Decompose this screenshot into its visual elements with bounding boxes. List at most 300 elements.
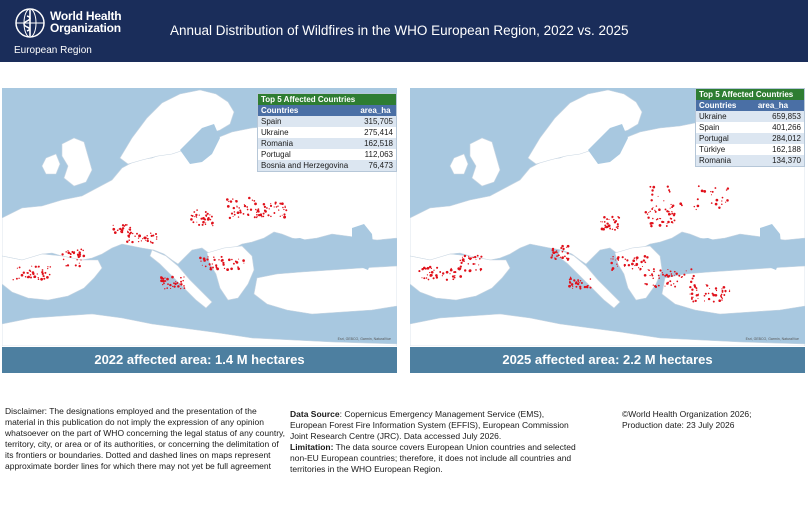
fire-point [33, 277, 34, 278]
fire-point [226, 268, 229, 271]
fire-point [560, 257, 561, 258]
fire-point [670, 208, 671, 209]
fire-point [180, 277, 182, 279]
fire-point [691, 289, 693, 291]
fire-point [573, 279, 575, 281]
fire-point [472, 263, 474, 265]
fire-point [230, 267, 233, 270]
fire-point [710, 191, 711, 192]
fire-point [160, 277, 163, 280]
fire-point [632, 259, 635, 262]
fire-point [202, 265, 203, 266]
fire-point [476, 259, 477, 260]
fire-point [711, 202, 713, 204]
fire-point [47, 266, 48, 267]
fire-point [729, 290, 730, 291]
country-cell: Spain [258, 116, 357, 127]
fire-point [616, 226, 618, 228]
fire-point [263, 213, 265, 215]
land-ireland [450, 154, 468, 174]
fire-point [209, 214, 210, 215]
fire-point [726, 189, 728, 191]
fire-point [49, 274, 51, 276]
fire-point [156, 236, 158, 238]
fire-point [636, 256, 639, 259]
fire-point [69, 256, 71, 258]
fire-point [578, 281, 580, 283]
fire-point [665, 208, 667, 210]
fire-point [131, 241, 133, 243]
country-cell: Bosnia and Herzegovina [258, 160, 357, 171]
fire-point [236, 206, 237, 207]
fire-point [564, 256, 566, 258]
fire-point [723, 286, 726, 289]
fire-point [183, 285, 185, 287]
fire-point [284, 216, 287, 219]
fire-point [76, 259, 77, 260]
fire-point [205, 211, 207, 213]
fire-point [42, 269, 44, 271]
fire-point [212, 225, 213, 226]
fire-point [650, 222, 653, 225]
logo-wordmark [50, 10, 121, 34]
fire-point [127, 231, 128, 232]
fire-point [435, 274, 438, 277]
fire-point [454, 271, 456, 273]
country-cell: Portugal [696, 133, 755, 144]
fire-point [69, 253, 70, 254]
fire-point [421, 277, 422, 278]
fire-point [661, 221, 663, 223]
fire-point [25, 276, 27, 278]
fire-point [164, 277, 165, 278]
fire-point [150, 232, 151, 233]
fire-point [278, 209, 279, 210]
fire-point [721, 288, 722, 289]
fire-point [648, 212, 649, 213]
fire-point [475, 269, 477, 271]
fire-point [190, 218, 193, 221]
fire-point [274, 206, 275, 207]
fire-point [697, 198, 699, 200]
fire-point [254, 216, 256, 218]
fire-point [205, 266, 207, 268]
fire-point [255, 209, 257, 211]
fire-point [708, 293, 710, 295]
fire-point [617, 223, 619, 225]
fire-point [606, 222, 608, 224]
copyright-block [622, 409, 802, 431]
fire-point [662, 272, 663, 273]
fire-point [695, 300, 697, 302]
fire-point [226, 198, 229, 201]
fire-point [697, 205, 700, 208]
fire-point [280, 216, 281, 217]
fire-point [163, 283, 165, 285]
fire-point [579, 282, 580, 283]
fire-point [238, 216, 239, 217]
fire-point [169, 284, 171, 286]
fire-point [552, 249, 554, 251]
fire-point [729, 291, 730, 292]
fire-point [233, 263, 235, 265]
fire-point [17, 268, 18, 269]
fire-point [237, 211, 240, 214]
fire-point [35, 266, 37, 268]
fire-point [570, 277, 571, 278]
fire-point [644, 255, 647, 258]
fire-point [705, 293, 707, 295]
fire-point [679, 202, 682, 205]
fire-point [725, 202, 726, 203]
fire-point [686, 270, 687, 271]
fire-point [649, 186, 651, 188]
fire-point [243, 213, 245, 215]
land-north-africa [410, 314, 805, 346]
fire-point [618, 217, 620, 219]
fire-point [260, 214, 263, 217]
land-britain [62, 138, 92, 186]
fire-point [698, 185, 700, 187]
fire-point [276, 206, 278, 208]
fire-point [640, 261, 642, 263]
fire-point [674, 271, 676, 273]
fire-point [639, 268, 641, 270]
fire-point [667, 269, 668, 270]
fire-point [658, 285, 660, 287]
fire-point [612, 229, 613, 230]
fire-point [141, 240, 142, 241]
fire-point [40, 278, 43, 281]
fire-point [264, 209, 266, 211]
fire-point [198, 224, 200, 226]
fire-point [551, 254, 553, 256]
fire-point [667, 185, 669, 187]
col-countries: Countries [258, 105, 357, 116]
data-source-block [290, 409, 580, 475]
fire-point [242, 259, 245, 262]
fire-point [231, 259, 233, 261]
fire-point [257, 210, 260, 213]
fire-point [248, 197, 251, 200]
fire-point [78, 255, 80, 257]
area-cell: 284,012 [755, 133, 804, 144]
fire-point [275, 202, 277, 204]
fire-point [716, 290, 717, 291]
fire-point [433, 277, 435, 279]
fire-point [150, 241, 151, 242]
fire-point [439, 271, 441, 273]
fire-point [199, 257, 202, 260]
fire-point [202, 221, 205, 224]
table-row [696, 133, 804, 144]
fire-point [31, 266, 32, 267]
fire-point [192, 215, 194, 217]
fire-point [721, 299, 723, 301]
fire-point [652, 207, 653, 208]
fire-point [282, 215, 283, 216]
fire-point [712, 191, 714, 193]
fire-point [589, 287, 591, 289]
fire-point [127, 234, 130, 237]
fire-point [651, 208, 653, 210]
country-cell: Türkiye [696, 144, 755, 155]
fire-point [614, 229, 616, 231]
fire-point [136, 233, 138, 235]
fire-point [194, 216, 195, 217]
fire-point [712, 293, 714, 295]
top5-table-2025 [695, 88, 805, 167]
fire-point [575, 286, 577, 288]
fire-point [658, 277, 660, 279]
fire-point [567, 259, 569, 261]
fire-point [75, 264, 77, 266]
fire-point [209, 265, 210, 266]
fire-point [721, 294, 723, 296]
fire-point [47, 268, 48, 269]
fire-point [671, 273, 673, 275]
fire-point [602, 221, 603, 222]
fire-point [655, 211, 657, 213]
fire-point [711, 194, 712, 195]
table-row [258, 160, 396, 171]
fire-point [164, 280, 166, 282]
country-cell: Portugal [258, 149, 357, 160]
fire-point [446, 271, 449, 274]
land-balkans [207, 246, 254, 300]
area-cell: 275,414 [357, 127, 396, 138]
fire-point [80, 248, 82, 250]
fire-point [270, 205, 272, 207]
fire-point [600, 221, 601, 222]
fire-point [658, 208, 661, 211]
fire-point [667, 223, 668, 224]
fire-point [228, 201, 229, 202]
fire-point [655, 286, 657, 288]
data-source-text: : Copernicus Emergency Management Service (EMS), European Forest Fire Information System (EFFIS), European Commission Joint Research Centre (JRC). Data accessed July 2026. [290, 409, 569, 441]
fire-point [673, 214, 675, 216]
fire-point [560, 247, 562, 249]
fire-point [30, 274, 32, 276]
fire-point [632, 268, 633, 269]
fire-point [182, 280, 184, 282]
fire-point [668, 189, 670, 191]
fire-point [715, 287, 717, 289]
map-credit-2022: Esri, GEBCO, Garmin, NaturalVue [337, 337, 391, 341]
caption-2022: 2022 affected area: 1.4 M hectares [2, 347, 397, 373]
fire-point [152, 242, 154, 244]
land-balkans [615, 246, 662, 300]
land-north-africa [2, 314, 397, 346]
fire-point [427, 267, 430, 270]
land-ireland [42, 154, 60, 174]
fire-point [425, 268, 427, 270]
fire-point [722, 298, 723, 299]
fire-point [177, 285, 180, 288]
fire-point [567, 245, 570, 248]
fire-point [656, 219, 657, 220]
fire-point [678, 275, 680, 277]
land-britain [470, 138, 500, 186]
fire-point [617, 266, 618, 267]
fire-point [143, 237, 146, 240]
fire-point [256, 217, 257, 218]
fire-point [658, 275, 660, 277]
fire-point [566, 247, 567, 248]
top5-table-2022 [257, 93, 397, 172]
fire-point [128, 239, 130, 241]
fire-point [77, 249, 79, 251]
area-cell: 162,518 [357, 138, 396, 149]
fire-point [562, 251, 564, 253]
disclaimer-text: Disclaimer: The designations employed and the presentation of the material in this publication do not imply the expression of any opinion whatsoever on the part of WHO concerning the legal status of any country, territory, city, or area or of its authorities, or concerning the delimitation of its frontiers or boundaries. Dotted and dashed lines on maps represent approximate border lines for which there may not yet be full agreement [5, 406, 286, 471]
fire-point [172, 286, 173, 287]
area-cell: 659,853 [755, 111, 804, 122]
fire-point [126, 224, 127, 225]
fire-point [666, 225, 668, 227]
fire-point [13, 279, 14, 280]
fire-point [212, 267, 214, 269]
fire-point [283, 213, 285, 215]
fire-point [211, 216, 213, 218]
fire-point [580, 280, 582, 282]
fire-point [124, 225, 126, 227]
fire-point [683, 274, 685, 276]
fire-point [237, 266, 239, 268]
fire-point [608, 224, 611, 227]
fire-point [43, 278, 45, 280]
fire-point [696, 209, 697, 210]
fire-point [659, 224, 662, 227]
fire-point [273, 212, 275, 214]
fire-point [284, 206, 285, 207]
table-row [258, 127, 396, 138]
fire-point [635, 263, 638, 266]
fire-point [427, 274, 428, 275]
fire-point [669, 191, 671, 193]
fire-point [704, 300, 705, 301]
fire-point [644, 283, 646, 285]
fire-point [459, 275, 462, 278]
fire-point [663, 200, 664, 201]
who-emblem-icon [12, 7, 48, 39]
fire-point [21, 274, 24, 277]
fire-point [46, 276, 49, 279]
fire-point [176, 282, 178, 284]
fire-point [433, 270, 434, 271]
fire-point [43, 275, 45, 277]
fire-point [460, 262, 462, 264]
map-credit-2025: Esri, GEBCO, Garmin, NaturalVue [745, 337, 799, 341]
fire-point [27, 276, 29, 278]
fire-point [617, 257, 619, 259]
table-row [258, 138, 396, 149]
fire-point [470, 257, 472, 259]
fire-point [442, 275, 443, 276]
fire-point [213, 256, 214, 257]
fire-point [120, 231, 121, 232]
fire-point [612, 256, 613, 257]
fire-point [121, 230, 122, 231]
fire-point [78, 251, 80, 253]
fire-point [61, 253, 63, 255]
fire-point [692, 277, 694, 279]
fire-point [446, 279, 448, 281]
fire-point [666, 282, 669, 285]
fire-point [673, 283, 674, 284]
fire-point [277, 206, 278, 207]
fire-point [23, 272, 25, 274]
area-cell: 112,063 [357, 149, 396, 160]
fire-point [429, 272, 430, 273]
fire-point [261, 216, 262, 217]
fire-point [554, 252, 555, 253]
fire-point [690, 294, 691, 295]
land-turkey [254, 266, 397, 314]
fire-point [212, 263, 213, 264]
fire-point [650, 211, 651, 212]
fire-point [659, 269, 661, 271]
fire-point [612, 258, 613, 259]
fire-point [138, 241, 139, 242]
fire-point [642, 266, 643, 267]
fire-point [647, 214, 648, 215]
fire-point [283, 209, 284, 210]
fire-point [200, 260, 201, 261]
fire-point [718, 299, 721, 302]
fire-point [263, 216, 265, 218]
fire-point [561, 256, 564, 259]
fire-point [669, 275, 671, 277]
fire-point [614, 221, 616, 223]
fire-point [568, 285, 571, 288]
fire-point [636, 259, 637, 260]
fire-point [469, 269, 472, 272]
fire-point [216, 268, 219, 271]
table-row [696, 155, 804, 166]
fire-point [147, 240, 149, 242]
fire-point [203, 257, 206, 260]
fire-point [222, 264, 224, 266]
fire-point [478, 264, 479, 265]
col-area: area_ha [755, 100, 804, 111]
fire-point [567, 252, 569, 254]
fire-point [244, 204, 245, 205]
fire-point [693, 284, 695, 286]
fire-point [207, 218, 210, 221]
fire-point [558, 254, 560, 256]
fire-point [610, 258, 611, 259]
fire-point [30, 277, 32, 279]
header-bar [0, 0, 808, 62]
fire-point [612, 267, 615, 270]
fire-point [173, 285, 175, 287]
fire-point [117, 229, 119, 231]
fire-point [202, 217, 205, 220]
fire-point [205, 214, 207, 216]
fire-point [235, 200, 236, 201]
fire-point [213, 259, 215, 261]
fire-point [207, 256, 208, 257]
fire-point [284, 207, 285, 208]
fire-point [554, 257, 555, 258]
fire-point [18, 278, 19, 279]
top5-title-2025: Top 5 Affected Countries [696, 89, 804, 100]
top5-title-2022: Top 5 Affected Countries [258, 94, 396, 105]
fire-point [651, 193, 653, 195]
fire-point [431, 271, 434, 274]
fire-point [202, 224, 204, 226]
